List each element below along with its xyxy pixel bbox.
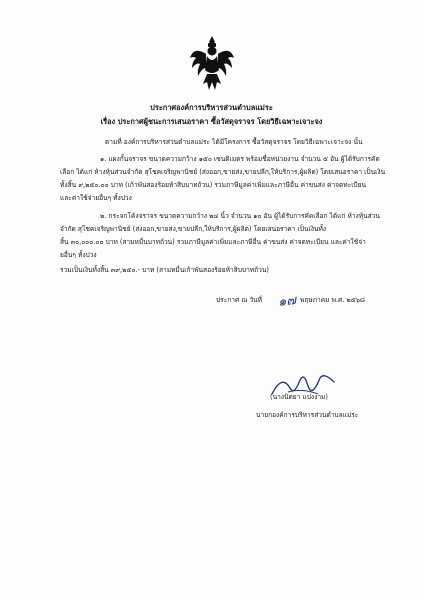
- item1-line: เลือก ได้แก่ ห้างหุ้นส่วนจำกัด สุโชคเจริญพานิชย์ (ส่งออก,ขายส่ง,ขายปลีก,ให้บริการ,ผู้ผลิต) โดยเสนอราคา เป็นเงิน: [60, 168, 386, 176]
- item2-line: สิ้น ๓๐,๐๐๐.๐๐ บาท (สามหมื่นบาทถ้วน) รวมภาษีมูลค่าเพิ่มและภาษีอื่น ค่าขนส่ง ค่าจดทะเบียน และค่าใช้จ่า: [60, 238, 366, 246]
- announce-month-year: พฤษภาคม พ.ศ. ๒๕๖๘: [300, 296, 366, 304]
- signer-name: (นางนิตยา แปงงาม): [270, 393, 328, 401]
- handwritten-day: ๑๗: [277, 293, 297, 310]
- item2-line: ๒. กระจกโค้งจราจร ขนาดความกว้าง ๒๔ นิ้ว จำนวน ๑๐ อัน ผู้ได้รับการคัดเลือก ได้แก่ ห้างหุ้นส่วน: [100, 212, 380, 220]
- total-amount: รวมเป็นเงินทั้งสิ้น ๓๙,๒๕๐.- บาท (สามหมื่นเก้าพันสองร้อยห้าสิบบาทถ้วน): [60, 266, 269, 274]
- signer-position: นายกองค์การบริหารส่วนตำบลแม่ระ: [256, 411, 359, 419]
- item2-line: จำกัด สุโชคเจริญพานิชย์ (ส่งออก,ขายส่ง,ขายปลีก,ให้บริการ,ผู้ผลิต) โดยเสนอราคา เป็นเงินทั้ง: [60, 225, 327, 233]
- announcement-subject: เรื่อง ประกาศผู้ชนะการเสนอราคา ซื้อวัสดุจราจร โดยวิธีเฉพาะเจาะจง: [100, 117, 323, 126]
- announcement-title: ประกาศองค์การบริหารส่วนตำบลแม่ระ: [150, 103, 273, 112]
- intro-paragraph: ตามที่ องค์การบริหารส่วนตำบลแม่ระ ได้มีโครงการ ซื้อวัสดุจราจร โดยวิธีเฉพาะเจาะจง นั้น: [105, 138, 363, 146]
- item1-line: และค่าใช้จ่ายอื่นๆ ทั้งปวง: [60, 194, 132, 202]
- item1-line: ๑. แผงกั้นจราจร ขนาดความกว้าง ๑๕๐ เซนติเมตร พร้อมชื่อหน่วยงาน จำนวน ๕ อัน ผู้ได้รับการคัด: [100, 155, 380, 163]
- item2-line: ยอื่นๆ ทั้งปวง: [60, 251, 97, 259]
- item1-line: ทั้งสิ้น ๙,๒๕๐.๐๐ บาท (เก้าพันสองร้อยห้าสิบบาทถ้วน) รวมภาษีมูลค่าเพิ่มและภาษีอื่น ค่าขนส่ง ค่าจดทะเบียน: [60, 181, 367, 189]
- garuda-emblem-icon: [188, 34, 236, 92]
- announce-date-prefix: ประกาศ ณ วันที่: [216, 296, 263, 304]
